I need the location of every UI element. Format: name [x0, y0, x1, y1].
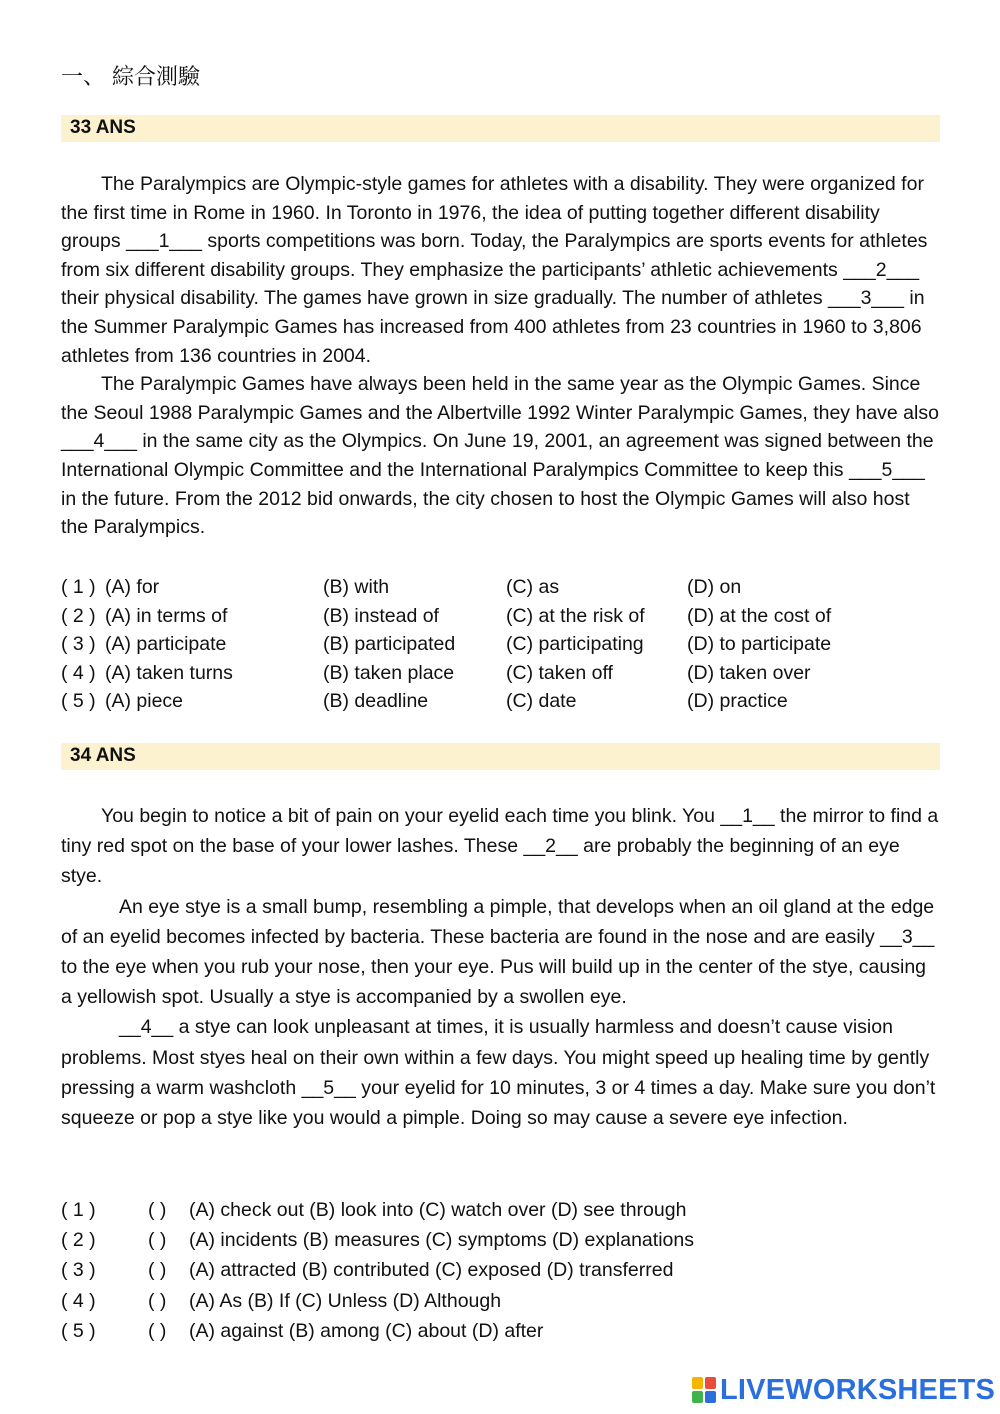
option-c[interactable]: (C) taken off	[506, 662, 613, 684]
question-number: ( 1 )	[61, 576, 96, 598]
question-row	[61, 1225, 941, 1255]
option-b[interactable]: (B) with	[323, 576, 390, 598]
question-number: ( 4 )	[61, 1290, 96, 1312]
option-a[interactable]: (A) taken turns	[105, 662, 233, 684]
liveworksheets-logo-icon	[692, 1377, 716, 1403]
passage-paragraph: An eye stye is a small bump, resembling a pimple, that develops when an oil gland at the edge of an eyelid becomes infected by bacteria. These bacteria are found in the nose and are easily __3__ to the eye when you rub your nose, then your eye. Pus will build up in the center of the stye, causing a yellowish spot. Usually a stye is accompanied by a swollen eye.	[61, 895, 935, 1009]
option-d[interactable]: (D) practice	[687, 690, 788, 712]
option-d[interactable]: (D) at the cost of	[687, 605, 832, 627]
question-row	[61, 659, 941, 687]
question-row	[61, 630, 941, 658]
option-a[interactable]: (A) participate	[105, 633, 227, 655]
question-row	[61, 1286, 941, 1316]
question-number: ( 1 )	[61, 1199, 96, 1221]
option-a[interactable]: (A) in terms of	[105, 605, 228, 627]
page-title: 一、 綜合測驗	[61, 65, 200, 90]
question-options: (A) check out (B) look into (C) watch over (D) see through	[189, 1199, 687, 1221]
passage-paragraph: The Paralympic Games have always been held in the same year as the Olympic Games. Since the Seoul 1988 Paralympic Games and the Albertville 1992 Winter Paralympic Games, they have also ___4___ in the same city as the Olympics. On June 19, 2001, an agreement was signed between the International Olympic Committee and the International Paralympics Committee to keep this ___5___ in the future. From the 2012 bid onwards, the city chosen to host the Olympic Games will also host the Paralympics.	[61, 373, 939, 539]
option-c[interactable]: (C) participating	[506, 633, 644, 655]
answer-blank[interactable]: ( )	[148, 1290, 167, 1312]
option-a[interactable]: (A) piece	[105, 690, 184, 712]
question-row	[61, 1316, 941, 1346]
question-row	[61, 1255, 941, 1285]
question-number: ( 2 )	[61, 1229, 96, 1251]
section-34-passage	[61, 801, 941, 1133]
question-number: ( 2 )	[61, 605, 96, 627]
section-34-label: 34 ANS	[70, 745, 136, 766]
question-options: (A) against (B) among (C) about (D) after	[189, 1320, 544, 1342]
option-d[interactable]: (D) to participate	[687, 633, 832, 655]
answer-blank[interactable]: ( )	[148, 1320, 167, 1342]
option-b[interactable]: (B) participated	[323, 633, 456, 655]
option-d[interactable]: (D) on	[687, 576, 742, 598]
question-number: ( 3 )	[61, 1259, 96, 1281]
passage-paragraph: You begin to notice a bit of pain on your eyelid each time you blink. You __1__ the mirror to find a tiny red spot on the base of your lower lashes. These __2__ are probably the beginning of an eye stye.	[61, 805, 939, 888]
option-c[interactable]: (C) date	[506, 690, 577, 712]
option-b[interactable]: (B) deadline	[323, 690, 429, 712]
section-34-header	[61, 743, 940, 770]
question-options: (A) As (B) If (C) Unless (D) Although	[189, 1290, 502, 1312]
passage-paragraph: The Paralympics are Olympic-style games for athletes with a disability. They were organized for the first time in Rome in 1960. In Toronto in 1976, the idea of putting together different disability groups ___1___ sports competitions was born. Today, the Paralympics are sports events for athletes from six different disability groups. They emphasize the participants’ athletic achievements ___2___ their physical disability. The games have grown in size gradually. The number of athletes ___3___ in the Summer Paralympic Games has increased from 400 athletes from 23 countries in 1960 to 3,806 athletes from 136 countries in 2004.	[61, 173, 928, 367]
option-d[interactable]: (D) taken over	[687, 662, 811, 684]
answer-blank[interactable]: ( )	[148, 1229, 167, 1251]
option-c[interactable]: (C) at the risk of	[506, 605, 645, 627]
question-number: ( 5 )	[61, 690, 96, 712]
section-33-passage	[61, 170, 941, 542]
liveworksheets-logo[interactable]	[692, 1372, 995, 1408]
question-row	[61, 687, 941, 715]
question-row	[61, 573, 941, 601]
logo-text: LIVEWORKSHEETS	[720, 1373, 996, 1406]
question-row	[61, 1195, 941, 1225]
option-b[interactable]: (B) instead of	[323, 605, 439, 627]
option-a[interactable]: (A) for	[105, 576, 160, 598]
answer-blank[interactable]: ( )	[148, 1199, 167, 1221]
question-row	[61, 602, 941, 630]
question-options: (A) incidents (B) measures (C) symptoms (D) explanations	[189, 1229, 694, 1251]
passage-paragraph: __4__ a stye can look unpleasant at times, it is usually harmless and doesn’t cause vision problems. Most styes heal on their own within a few days. You might speed up healing time by gently pressing a warm washcloth __5__ your eyelid for 10 minutes, 3 or 4 times a day. Make sure you don’t squeeze or pop a stye like you would a pimple. Doing so may cause a severe eye infection.	[61, 1016, 936, 1130]
answer-blank[interactable]: ( )	[148, 1259, 167, 1281]
question-number: ( 3 )	[61, 633, 96, 655]
question-options: (A) attracted (B) contributed (C) exposed (D) transferred	[189, 1259, 674, 1281]
question-number: ( 5 )	[61, 1320, 96, 1342]
question-number: ( 4 )	[61, 662, 96, 684]
section-33-label: 33 ANS	[70, 117, 136, 138]
option-c[interactable]: (C) as	[506, 576, 560, 598]
option-b[interactable]: (B) taken place	[323, 662, 455, 684]
section-33-header	[61, 115, 940, 142]
